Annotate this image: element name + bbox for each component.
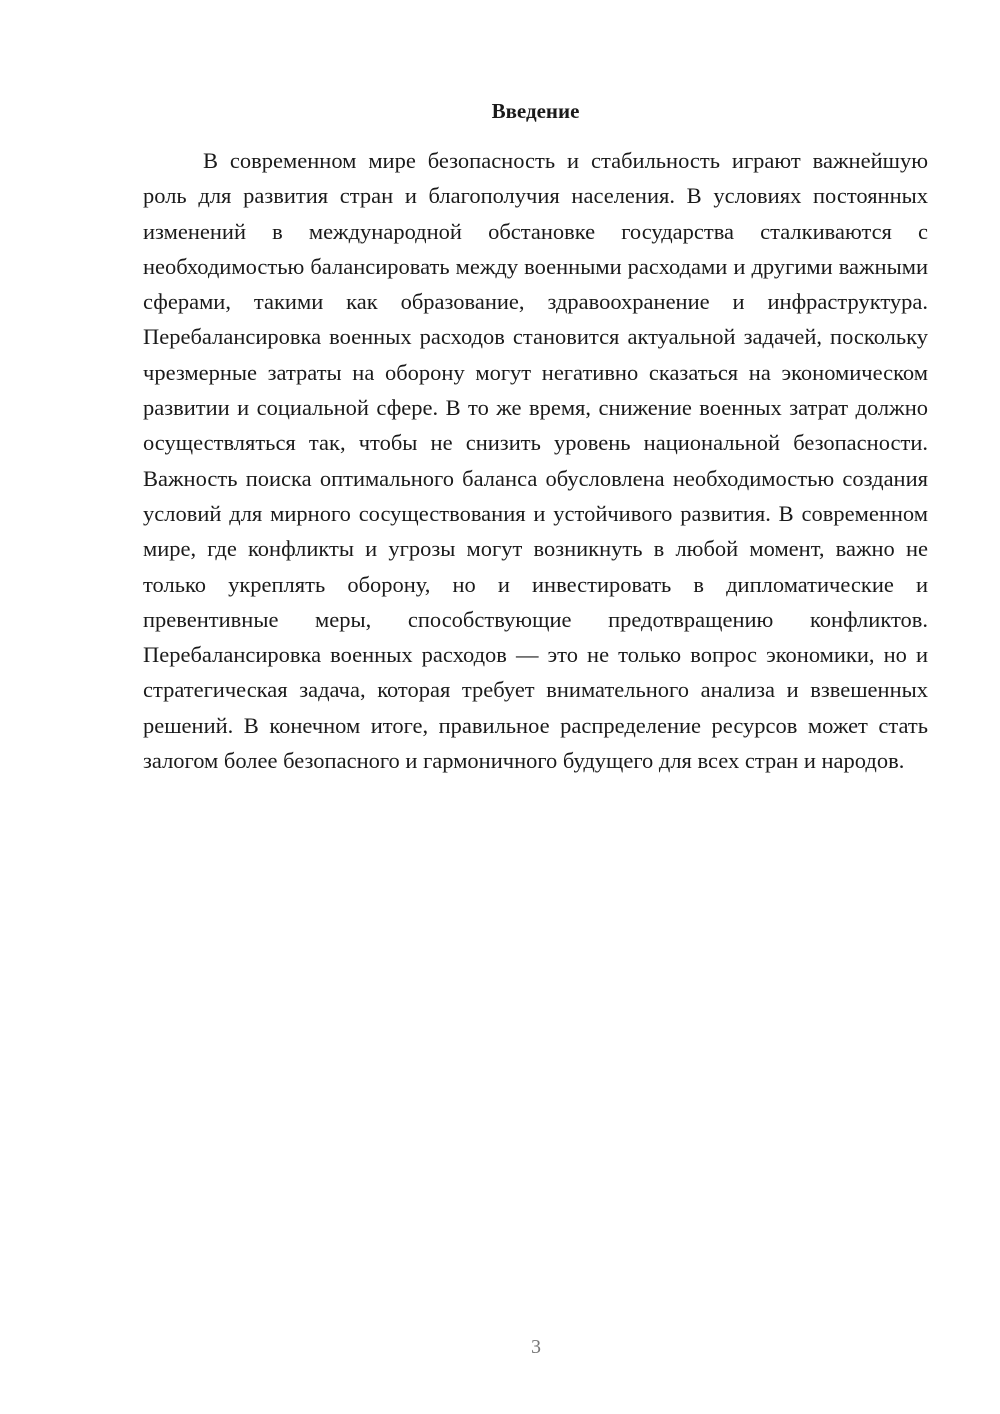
intro-paragraph: В современном мире безопасность и стабильность играют важнейшую роль для развития стран и благополучия населения. В условиях постоянных изменений в международной обстановке государства сталкиваются с необходимостью балансировать между военными расходами и другими важными сферами, такими как образование, здравоохранение и инфраструктура. Перебалансировка военных расходов становится актуальной задачей, поскольку чрезмерные затраты на оборону могут негативно сказаться на экономическом развитии и социальной сфере. В то же время, снижение военных затрат должно осуществляться так, чтобы не снизить уровень национальной безопасности. Важность поиска оптимального баланса обусловлена необходимостью создания условий для мирного сосуществования и устойчивого развития. В современном мире, где конфликты и угрозы могут возникнуть в любой момент, важно не только укреплять оборону, но и инвестировать в дипломатические и превентивные меры, способствующие предотвращению конфликтов. Перебалансировка военных расходов — это не только вопрос экономики, но и стратегическая задача, которая требует внимательного анализа и взвешенных решений. В конечном итоге, правильное распределение ресурсов может стать залогом более безопасного и гармоничного будущего для всех стран и народов. <box>143 148 928 774</box>
section-heading: Введение <box>491 99 580 123</box>
page-number: 3 <box>531 1336 541 1358</box>
